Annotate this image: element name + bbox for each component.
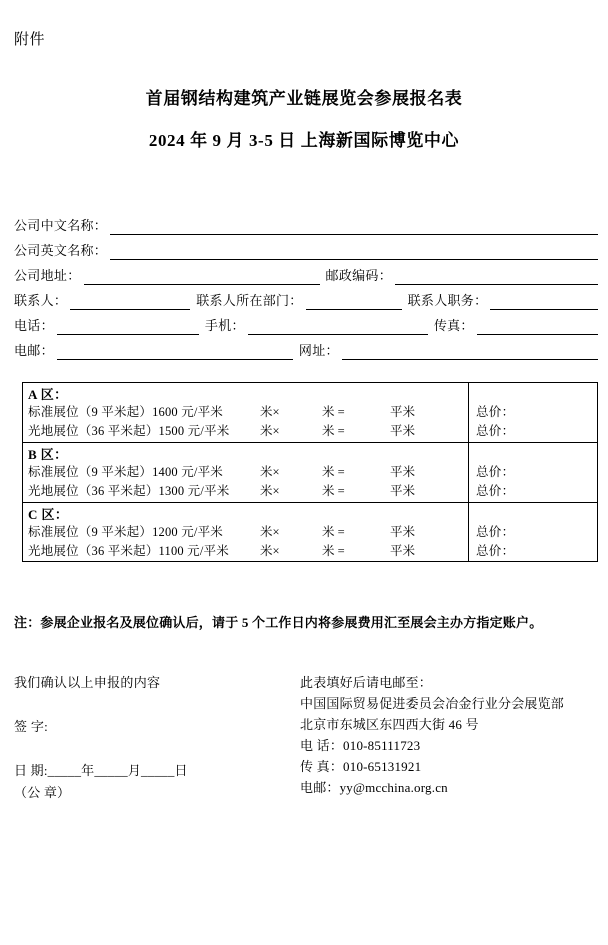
booth-price-table — [22, 382, 598, 562]
booth-width-input[interactable]: 米× — [260, 465, 280, 479]
field-label: 公司英文名称： — [14, 243, 108, 258]
booth-total-price[interactable]: 总价： — [476, 544, 515, 558]
date-field[interactable]: 日 期:_____年_____月_____日 — [14, 763, 188, 778]
field-input-line[interactable] — [477, 319, 598, 335]
field-label: 网址： — [298, 343, 339, 358]
field-label: 手机： — [204, 318, 245, 333]
booth-description: 光地展位（36 平米起）1300 元/平米 — [28, 484, 230, 498]
field-input-line[interactable] — [248, 319, 428, 335]
booth-depth-input[interactable]: 米 = — [322, 484, 345, 498]
booth-depth-input[interactable]: 米 = — [322, 424, 345, 438]
field-label: 电话： — [14, 318, 54, 333]
zone-name: B 区： — [28, 447, 68, 462]
price-zone-block — [22, 442, 598, 502]
company-info-form — [14, 210, 598, 360]
booth-description: 光地展位（36 平米起）1100 元/平米 — [28, 544, 229, 558]
page-subtitle: 2024 年 9 月 3-5 日 上海新国际博览中心 — [148, 131, 460, 150]
booth-width-input[interactable]: 米× — [260, 484, 280, 498]
booth-row — [28, 463, 468, 482]
booth-width-input[interactable]: 米× — [260, 405, 280, 419]
field-label: 联系人： — [14, 293, 68, 308]
zone-total-cell — [469, 503, 597, 561]
field-input-line[interactable] — [57, 344, 293, 360]
zone-total-cell — [469, 443, 597, 502]
field-label: 电邮： — [14, 343, 54, 358]
booth-depth-input[interactable]: 米 = — [322, 525, 345, 539]
form-row — [14, 210, 598, 235]
booth-area-result[interactable]: 平米 — [390, 544, 416, 558]
booth-area-result[interactable]: 平米 — [390, 484, 416, 498]
form-row — [14, 335, 598, 360]
booth-width-input[interactable]: 米× — [260, 544, 280, 558]
booth-total-price[interactable]: 总价： — [476, 405, 515, 419]
booth-description: 标准展位（9 平米起）1400 元/平米 — [28, 465, 223, 479]
attachment-label: 附件 — [14, 32, 46, 48]
seal-label: （公 章） — [14, 785, 71, 800]
page-title: 首届钢结构建筑产业链展览会参展报名表 — [145, 89, 463, 108]
booth-area-result[interactable]: 平米 — [390, 465, 416, 479]
booth-width-input[interactable]: 米× — [260, 424, 280, 438]
form-row — [14, 285, 598, 310]
field-input-line[interactable] — [70, 294, 190, 310]
field-label: 联系人职务： — [407, 293, 488, 308]
title-block — [0, 86, 608, 154]
zone-detail-cell — [23, 443, 469, 502]
form-row — [14, 310, 598, 335]
zone-name: A 区： — [28, 387, 68, 402]
booth-total-price[interactable]: 总价： — [476, 525, 515, 539]
booth-row — [28, 542, 468, 561]
booth-total-price[interactable]: 总价： — [476, 484, 515, 498]
contact-instruction: 此表填好后请电邮至： — [300, 675, 433, 690]
confirmation-block — [14, 672, 290, 804]
booth-depth-input[interactable]: 米 = — [322, 465, 345, 479]
field-label: 传真： — [433, 318, 474, 333]
total-spacer — [476, 446, 597, 463]
price-zone-block — [22, 502, 598, 562]
field-label: 联系人所在部门： — [196, 293, 303, 308]
field-label: 公司地址： — [14, 268, 81, 283]
price-zone-block — [22, 382, 598, 442]
contact-address: 北京市东城区东四西大街 46 号 — [300, 717, 479, 732]
booth-area-result[interactable]: 平米 — [390, 405, 416, 419]
contact-block — [300, 672, 600, 798]
booth-description: 标准展位（9 平米起）1200 元/平米 — [28, 525, 223, 539]
signature-label[interactable]: 签 字: — [14, 719, 49, 734]
booth-depth-input[interactable]: 米 = — [322, 405, 345, 419]
field-input-line[interactable] — [84, 269, 320, 285]
booth-row — [28, 523, 468, 542]
total-spacer — [476, 506, 597, 523]
field-input-line[interactable] — [395, 269, 598, 285]
total-spacer — [476, 386, 597, 403]
booth-area-result[interactable]: 平米 — [390, 525, 416, 539]
field-input-line[interactable] — [110, 219, 598, 235]
field-label: 邮政编码： — [325, 268, 393, 283]
confirmation-statement: 我们确认以上申报的内容 — [14, 675, 161, 690]
booth-width-input[interactable]: 米× — [260, 525, 280, 539]
zone-detail-cell — [23, 503, 469, 561]
booth-description: 标准展位（9 平米起）1600 元/平米 — [28, 405, 223, 419]
contact-phone: 电 话：010-85111723 — [300, 738, 421, 753]
field-label: 公司中文名称： — [14, 218, 108, 233]
booth-area-result[interactable]: 平米 — [390, 424, 416, 438]
form-row — [14, 235, 598, 260]
booth-total-price[interactable]: 总价： — [476, 424, 515, 438]
zone-name: C 区： — [28, 507, 69, 522]
contact-email: 电邮：yy@mcchina.org.cn — [300, 780, 448, 795]
zone-detail-cell — [23, 383, 469, 442]
field-input-line[interactable] — [342, 344, 598, 360]
contact-organization: 中国国际贸易促进委员会冶金行业分会展览部 — [300, 696, 565, 711]
contact-fax: 传 真：010-65131921 — [300, 759, 422, 774]
field-input-line[interactable] — [306, 294, 402, 310]
form-row — [14, 260, 598, 285]
booth-description: 光地展位（36 平米起）1500 元/平米 — [28, 424, 230, 438]
payment-note: 注：参展企业报名及展位确认后，请于 5 个工作日内将参展费用汇至展会主办方指定账户。 — [14, 615, 543, 630]
field-input-line[interactable] — [57, 319, 199, 335]
booth-row — [28, 422, 468, 441]
field-input-line[interactable] — [490, 294, 598, 310]
zone-total-cell — [469, 383, 597, 442]
booth-depth-input[interactable]: 米 = — [322, 544, 345, 558]
booth-row — [28, 482, 468, 501]
field-input-line[interactable] — [110, 244, 598, 260]
booth-row — [28, 403, 468, 422]
booth-total-price[interactable]: 总价： — [476, 465, 515, 479]
